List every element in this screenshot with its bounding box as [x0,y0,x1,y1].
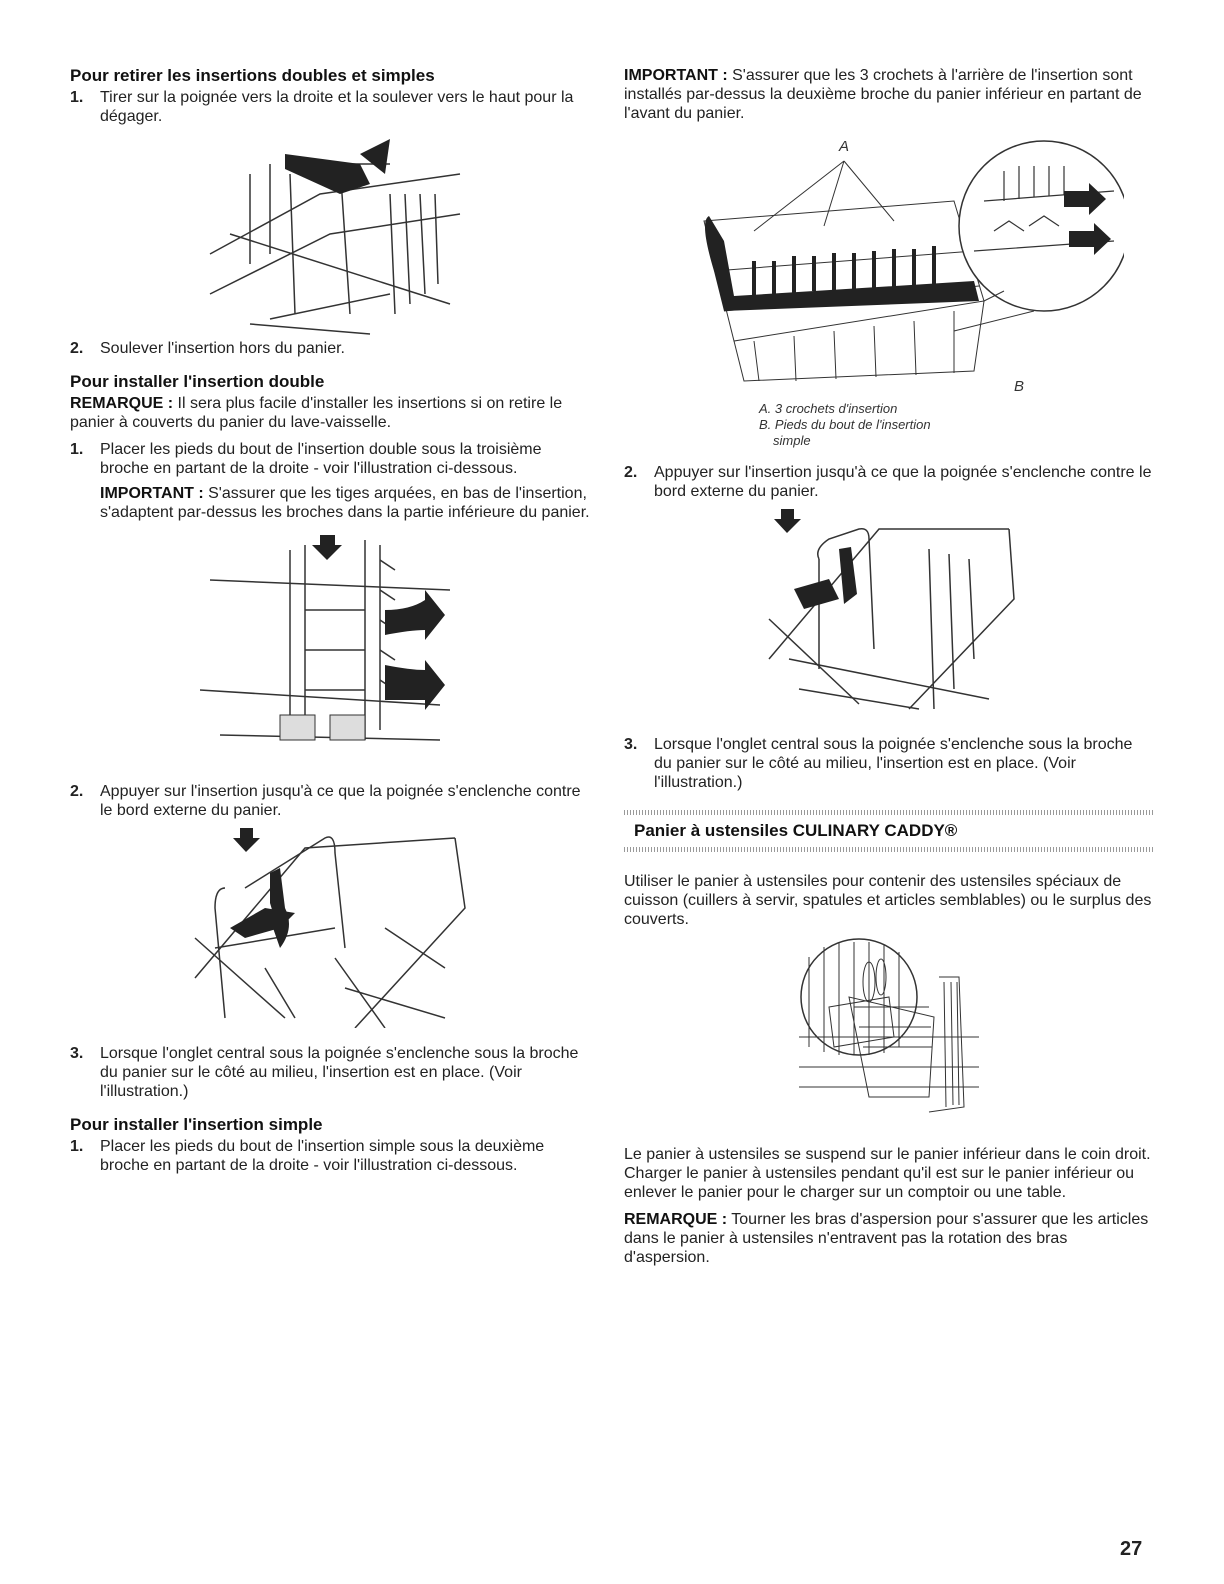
important-label: IMPORTANT : [624,67,728,84]
step-number: 1. [70,1138,84,1155]
section-title-install-single: Pour installer l'insertion simple [70,1115,323,1134]
illustration-remove-insert [190,134,470,339]
step-text: Soulever l'insertion hors du panier. [100,340,345,357]
step-2 [624,463,1154,501]
caption-b-line1: B. Pieds du bout de l'insertion [759,417,931,432]
step-number: 2. [624,464,638,481]
section-title-remove-inserts: Pour retirer les insertions doubles et simples [70,66,435,85]
step-3 [70,1044,590,1101]
important-paragraph [624,66,1154,123]
illustration-single-insert [654,131,1124,401]
figure-caption [759,401,1154,449]
step-number: 3. [70,1045,84,1062]
step-3 [624,735,1154,792]
illustration-push-double [185,828,475,1028]
step-number: 2. [70,340,84,357]
section-banner [624,802,1154,860]
caddy-paragraph-1: Utiliser le panier à ustensiles pour contenir des ustensiles spéciaux de cuisson (cuillers à servir, spatules et articles semblables) ou le surplus des couverts. [624,873,1152,928]
step-2 [70,339,590,358]
note-text: Il sera plus facile d'installer les insertions si on retire le panier à couverts du panier du lave-vaisselle. [70,395,563,431]
note-text: Tourner les bras d'aspersion pour s'assurer que les articles dans le panier à ustensiles n'entravent pas la rotation des bras d'aspersion. [624,1211,1149,1266]
figure-label-b: B [1014,378,1025,395]
left-column [70,66,590,1183]
step-text: Appuyer sur l'insertion jusqu'à ce que la poignée s'enclenche contre le bord externe du panier. [100,783,581,819]
step-2 [70,782,590,820]
section-title-culinary-caddy: Panier à ustensiles CULINARY CADDY® [634,821,958,840]
figure-label-a: A [839,138,850,155]
caption-a: A. 3 crochets d'insertion [759,401,898,416]
note-paragraph [70,394,590,432]
important-text: S'assurer que les tiges arquées, en bas de l'insertion, s'adaptent par-dessus les broches dans la partie inférieure du panier. [100,485,590,521]
right-column [624,66,1154,1275]
step-text: Placer les pieds du bout de l'insertion simple sous la deuxième broche en partant de la droite - voir l'illustration ci-dessous. [100,1138,545,1174]
step-text: Tirer sur la poignée vers la droite et la soulever vers le haut pour la dégager. [100,89,574,125]
step-number: 1. [70,441,84,458]
note-label: REMARQUE : [624,1211,728,1228]
note-label: REMARQUE : [70,395,174,412]
step-text: Lorsque l'onglet central sous la poignée s'enclenche sous la broche du panier sur le côté au milieu, l'insertion est en place. (Voir l'illustration.) [100,1045,579,1100]
step-1 [70,88,590,126]
step-text: Placer les pieds du bout de l'insertion double sous la troisième broche en partant de la droite - voir l'illustration ci-dessous. [100,441,542,477]
illustration-culinary-caddy [789,937,989,1117]
banner-rule-bottom [624,847,1154,852]
caption-b-line2: simple [773,433,811,448]
step-number: 3. [624,736,638,753]
illustration-push-single [759,509,1019,719]
step-1 [70,440,590,478]
page-number: 27 [1120,1538,1143,1560]
banner-rule-top [624,810,1154,815]
step-number: 2. [70,783,84,800]
section-title-install-double: Pour installer l'insertion double [70,372,325,391]
step-text: Appuyer sur l'insertion jusqu'à ce que la poignée s'enclenche contre le bord externe du panier. [654,464,1152,500]
important-paragraph [100,484,590,522]
step-1 [70,1137,590,1175]
caddy-note [624,1210,1154,1267]
step-number: 1. [70,89,84,106]
important-text: S'assurer que les 3 crochets à l'arrière de l'insertion sont installés par-dessus la deuxième broche du panier inférieur en partant de l'avant du panier. [624,67,1142,122]
illustration-install-double [200,530,460,760]
step-text: Lorsque l'onglet central sous la poignée s'enclenche sous la broche du panier sur le côté au milieu, l'insertion est en place. (Voir l'illustration.) [654,736,1133,791]
important-label: IMPORTANT : [100,485,204,502]
caddy-paragraph-2: Le panier à ustensiles se suspend sur le panier inférieur dans le coin droit. Charger le panier à ustensiles pendant qu'il est sur le panier inférieur ou enlever le panier pour le charger sur un comptoir ou une table. [624,1146,1151,1201]
